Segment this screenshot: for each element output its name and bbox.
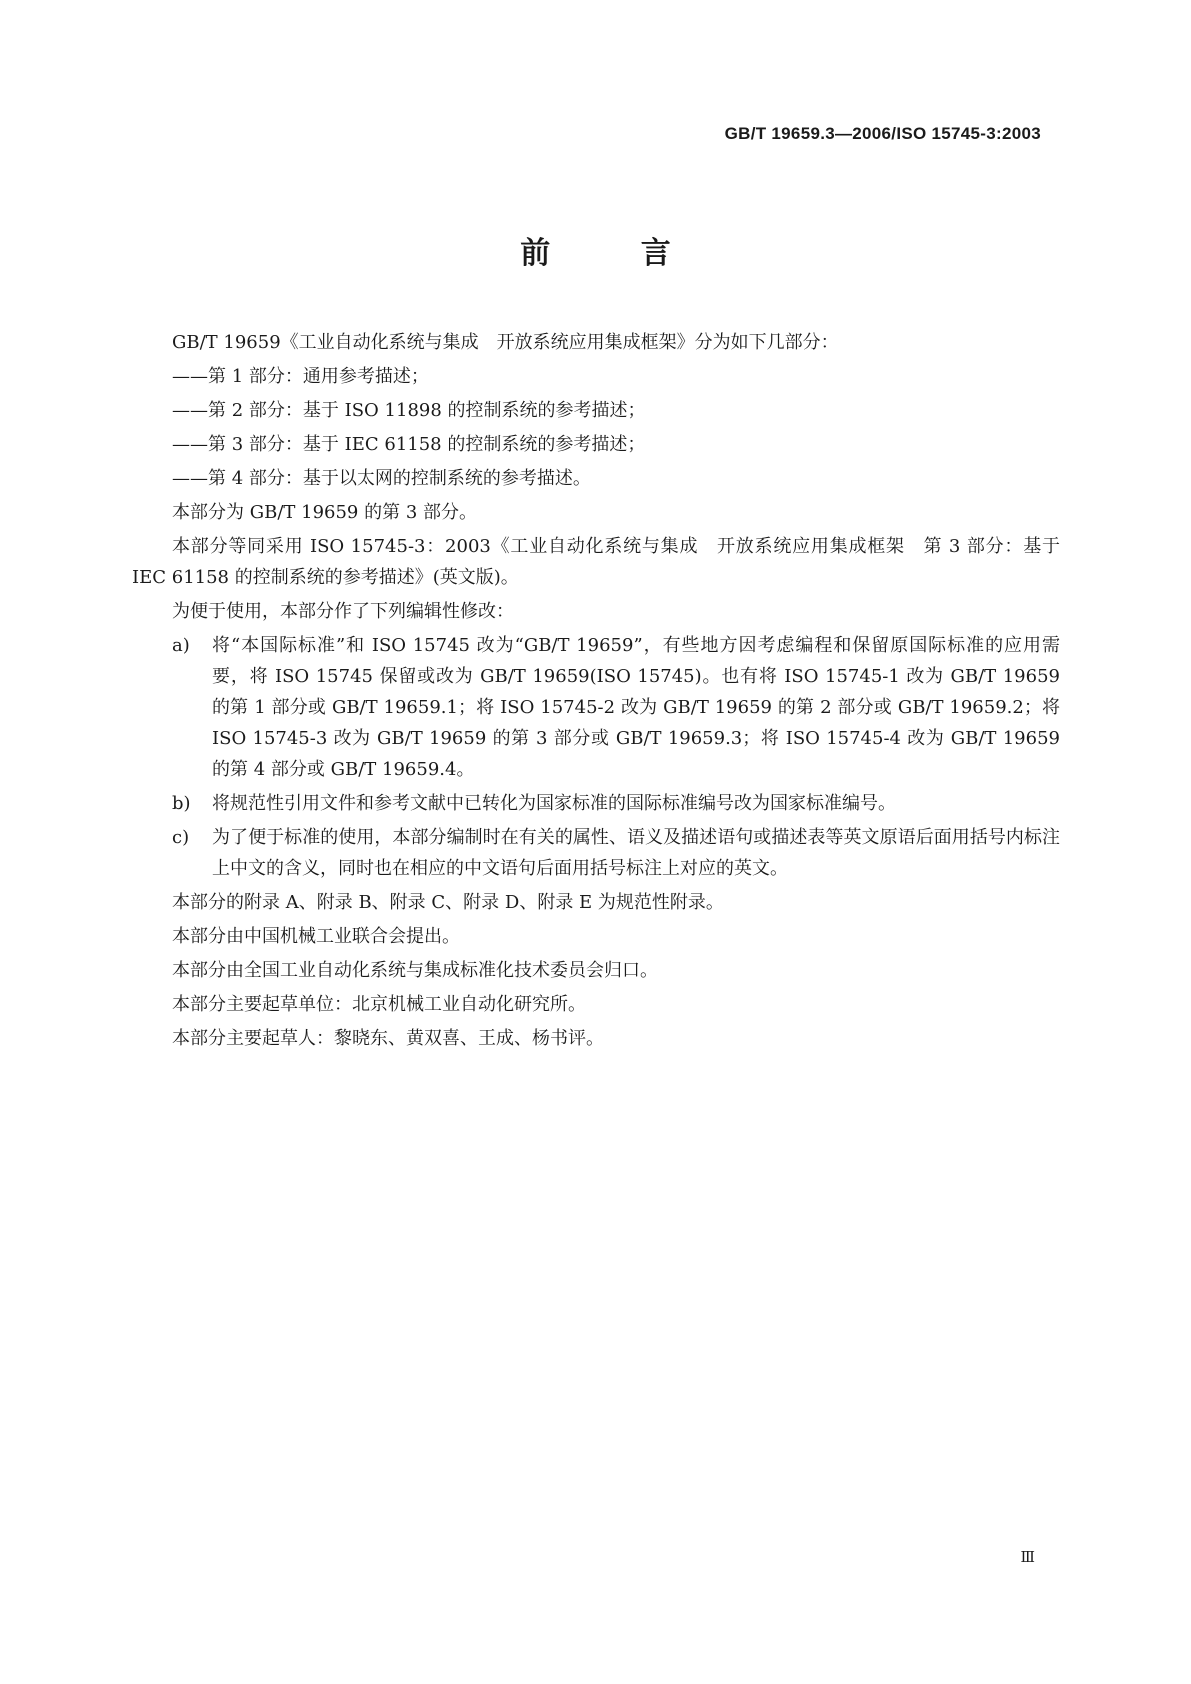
annexes-paragraph: 本部分的附录 A、附录 B、附录 C、附录 D、附录 E 为规范性附录。: [172, 892, 724, 913]
drafters-paragraph: 本部分主要起草人：黎晓东、黄双喜、王成、杨书评。: [172, 1028, 604, 1049]
part-list-item: ——第 3 部分：基于 IEC 61158 的控制系统的参考描述；: [172, 434, 646, 455]
proposed-by-paragraph: 本部分由中国机械工业联合会提出。: [172, 926, 460, 947]
managed-by-paragraph: 本部分由全国工业自动化系统与集成标准化技术委员会归口。: [172, 960, 658, 981]
list-marker: c): [172, 827, 190, 848]
edit-item-a: [132, 630, 1060, 785]
part-list-item: ——第 4 部分：基于以太网的控制系统的参考描述。: [172, 468, 591, 489]
edit-item-b: [132, 788, 1060, 819]
edit-item-c: [132, 822, 1060, 884]
edit-text: 为了便于标准的使用，本部分编制时在有关的属性、语义及描述语句或描述表等英文原语后面用括号内标注上中文的含义，同时也在相应的中文语句后面用括号标注上对应的英文。: [212, 827, 1060, 879]
drafting-unit-paragraph: 本部分主要起草单位：北京机械工业自动化研究所。: [172, 994, 586, 1015]
page-number: Ⅲ: [1020, 1548, 1035, 1566]
this-part-paragraph: 本部分为 GB/T 19659 的第 3 部分。: [172, 502, 477, 523]
edit-text: 将规范性引用文件和参考文献中已转化为国家标准的国际标准编号改为国家标准编号。: [212, 793, 896, 814]
foreword-body: [132, 327, 1060, 1057]
list-marker: a): [172, 635, 190, 656]
standard-code-header: GB/T 19659.3—2006/ISO 15745-3:2003: [724, 124, 1041, 143]
page-title: 前 言: [520, 236, 711, 271]
edit-text: 将“本国际标准”和 ISO 15745 改为“GB/T 19659”，有些地方因考虑编程和保留原国际标准的应用需要，将 ISO 15745 保留或改为 GB/T 19659(ISO 15745)。也有将 ISO 15745-1 改为 GB/T 19659 的第 1 部分或 GB/T 19659.1；将 ISO 15745-2 改为 GB/T 19659 的第 2 部分或 GB/T 19659.2；将 ISO 15745-3 改为 GB/T 19659 的第 3 部分或 GB/T 19659.3；将 ISO 15745-4 改为 GB/T 19659 的第 4 部分或 GB/T 19659.4。: [212, 635, 1060, 780]
list-marker: b): [172, 793, 191, 814]
intro-paragraph: GB/T 19659《工业自动化系统与集成 开放系统应用集成框架》分为如下几部分：: [172, 332, 839, 353]
edits-intro-paragraph: 为便于使用，本部分作了下列编辑性修改：: [172, 601, 514, 622]
adoption-paragraph: 本部分等同采用 ISO 15745-3：2003《工业自动化系统与集成 开放系统应用集成框架 第 3 部分：基于 IEC 61158 的控制系统的参考描述》(英文版)。: [132, 536, 1060, 588]
part-list-item: ——第 2 部分：基于 ISO 11898 的控制系统的参考描述；: [172, 400, 646, 421]
part-list-item: ——第 1 部分：通用参考描述；: [172, 366, 429, 387]
